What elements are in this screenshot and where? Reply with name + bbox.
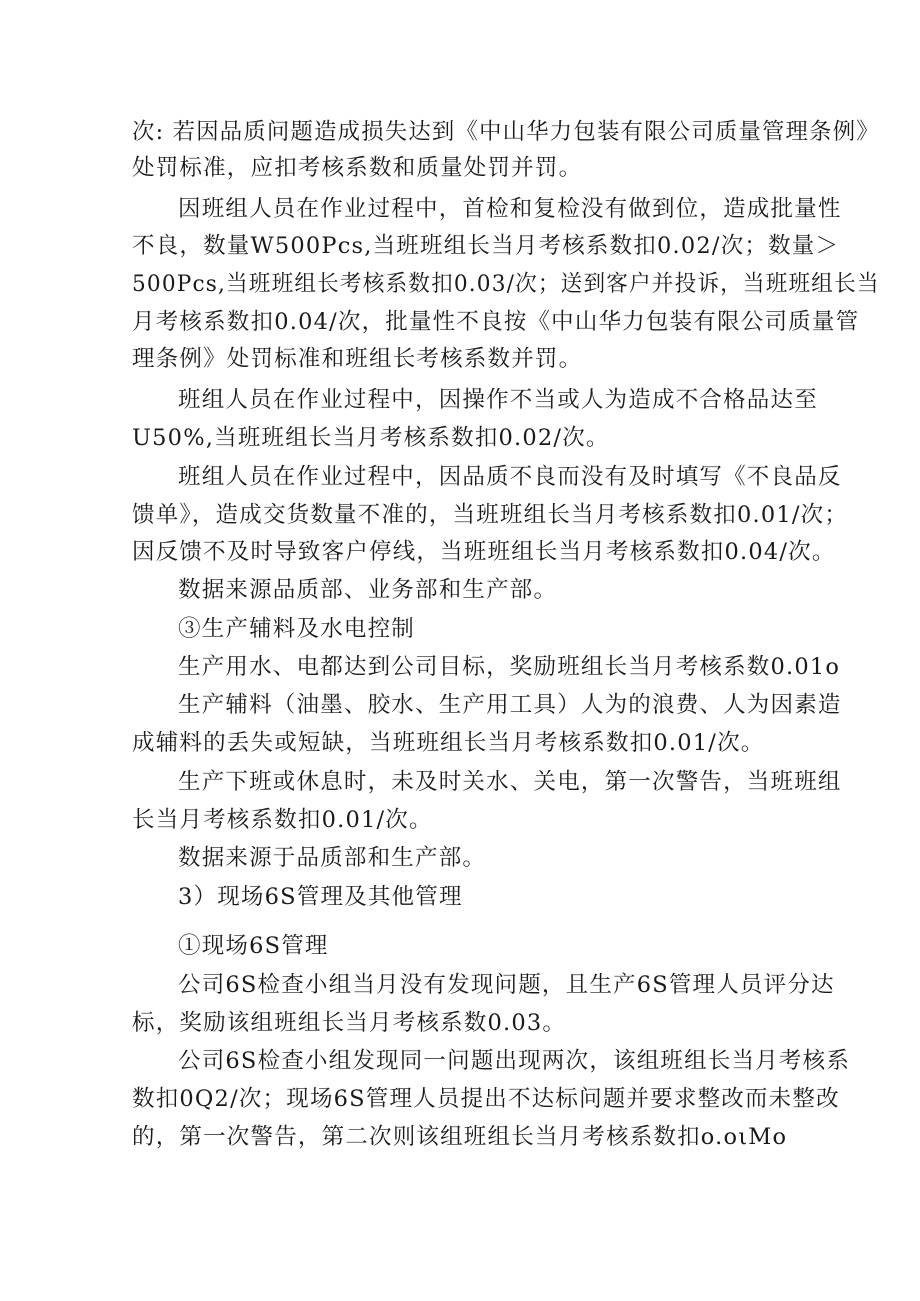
text-line: 馈单》，造成交货数量不准的，当班班组长当月考核系数扣0.01/次； xyxy=(132,502,849,528)
text-line: 不良，数量W500Pcs,当班班组长当月考核系数扣0.02/次；数量＞ xyxy=(132,233,840,259)
section-heading: ①现场6S管理 xyxy=(178,933,329,959)
text-line: 因反馈不及时导致客户停线，当班班组长当月考核系数扣0.04/次。 xyxy=(132,539,836,565)
text-line: 数扣0Q2/次；现场6S管理人员提出不达标问题并要求整改而未整改 xyxy=(132,1086,840,1112)
section-heading: 3）现场6S管理及其他管理 xyxy=(178,884,463,910)
text-line: 公司6S检查小组当月没有发现问题，且生产6S管理人员评分达 xyxy=(178,972,835,998)
text-line: 标，奖励该组班组长当月考核系数0.03。 xyxy=(132,1010,567,1036)
text-line: 班组人员在作业过程中，因操作不当或人为造成不合格品达至 xyxy=(178,387,818,413)
text-line: 班组人员在作业过程中，因品质不良而没有及时填写《不良品反 xyxy=(178,464,842,490)
text-line: 数据来源于品质部和生产部。 xyxy=(178,845,487,871)
text-line: 次: 若因品质问题造成损失达到《中山华力包装有限公司质量管理条例》 xyxy=(132,119,880,145)
text-line: 月考核系数扣0.04/次，批量性不良按《中山华力包装有限公司质量管 xyxy=(132,309,860,335)
text-line: 生产用水、电都达到公司目标，奖励班组长当月考核系数0.01o xyxy=(178,654,841,680)
section-heading: ③生产辅料及水电控制 xyxy=(178,616,416,642)
text-line: 因班组人员在作业过程中，首检和复检没有做到位，造成批量性 xyxy=(178,196,842,222)
text-line: 理条例》处罚标准和班组长考核系数并罚。 xyxy=(132,346,583,372)
text-line: 生产辅料（油墨、胶水、生产用工具）人为的浪费、人为因素造 xyxy=(178,692,842,718)
text-line: 处罚标准，应扣考核系数和质量处罚并罚。 xyxy=(132,155,583,181)
text-line: 长当月考核系数扣0.01/次。 xyxy=(132,807,433,833)
text-line: 生产下班或休息时，未及时关水、关电，第一次警告，当班班组 xyxy=(178,769,842,795)
text-line: U50%,当班班组长当月考核系数扣0.02/次。 xyxy=(132,425,610,451)
text-line: 500Pcs,当班班组长考核系数扣0.03/次；送到客户并投诉，当班班组长当 xyxy=(132,271,880,297)
text-line: 数据来源品质部、业务部和生产部。 xyxy=(178,577,558,603)
text-line: 的，第一次警告，第二次则该组班组长当月考核系数扣o.oιMo xyxy=(132,1124,788,1150)
text-line: 公司6S检查小组发现同一问题出现两次，该组班组长当月考核系 xyxy=(178,1048,851,1074)
text-line: 成辅料的丢失或短缺，当班班组长当月考核系数扣0.01/次。 xyxy=(132,730,765,756)
